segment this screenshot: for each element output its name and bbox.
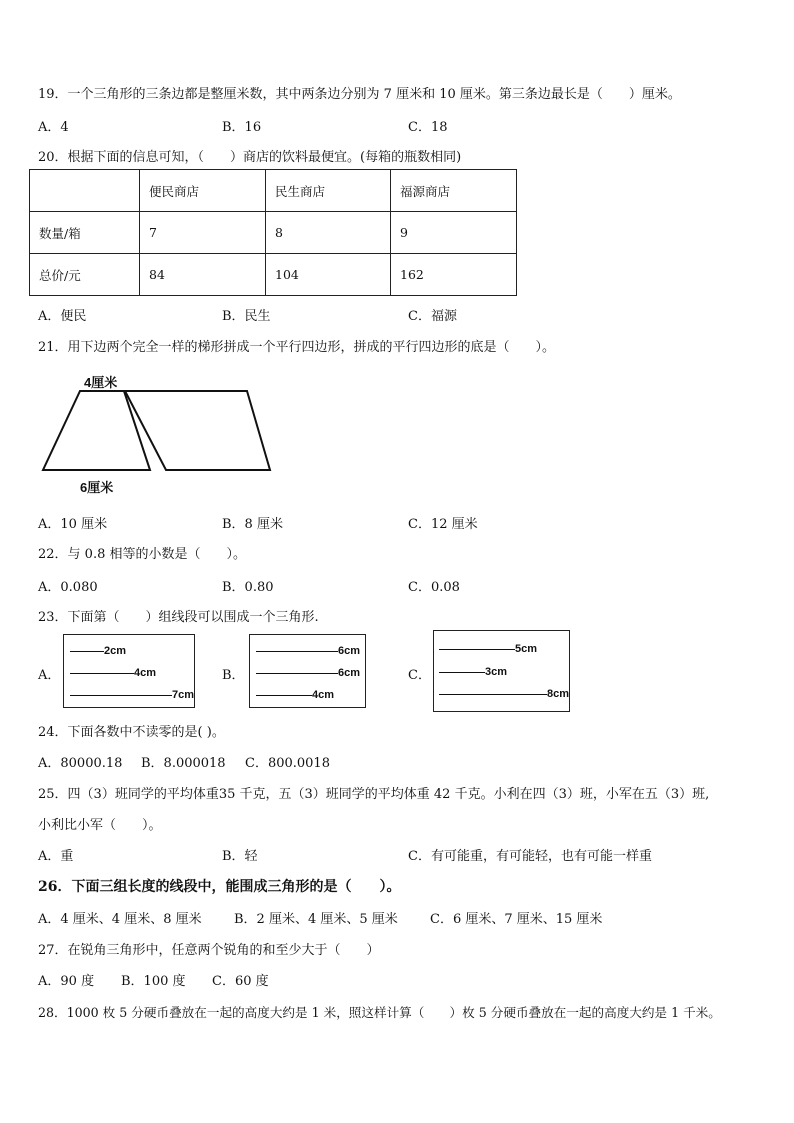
q23-option-a[interactable]: A． [38, 668, 61, 683]
q24-option-a[interactable]: A．80000.18 [38, 756, 123, 771]
trapezoid-left [43, 391, 150, 470]
q21-option-a[interactable]: A．10 厘米 [38, 517, 108, 532]
segment-line [256, 695, 312, 696]
segment-line [439, 694, 547, 695]
segment-label: 5cm [515, 643, 538, 655]
segment-label: 4cm [134, 667, 157, 679]
q25-option-b[interactable]: B．轻 [222, 849, 258, 864]
table-cell: 8 [266, 212, 391, 254]
segment-label: 7cm [172, 689, 195, 701]
q23-option-c[interactable]: C． [408, 668, 431, 683]
table-cell: 9 [391, 212, 517, 254]
table-row [30, 254, 517, 296]
table-cell: 7 [140, 212, 266, 254]
table-cell: 104 [266, 254, 391, 296]
table-row [30, 212, 517, 254]
segment-label: 8cm [547, 688, 570, 700]
q26-option-a[interactable]: A．4 厘米、4 厘米、8 厘米 [38, 912, 202, 927]
q20-option-a[interactable]: A．便民 [38, 309, 87, 324]
segment-label: 4cm [312, 689, 335, 701]
segment-line [70, 651, 104, 652]
q21-option-c[interactable]: C．12 厘米 [408, 517, 478, 532]
q19-option-a[interactable]: A．4 [38, 120, 69, 135]
segment-label: 3cm [485, 666, 508, 678]
q23-option-b[interactable]: B． [222, 668, 245, 683]
question-27: 27．在锐角三角形中，任意两个锐角的和至少大于（ ） [38, 943, 380, 958]
segment-line [70, 695, 172, 696]
segment-line [439, 672, 485, 673]
segment-label: 6cm [338, 645, 361, 657]
q27-option-b[interactable]: B．100 度 [121, 974, 186, 989]
segment-line [256, 651, 338, 652]
q23-group-c-box[interactable] [433, 630, 570, 712]
question-28: 28．1000 枚 5 分硬币叠放在一起的高度大约是 1 米，照这样计算（ ）枚 5 分硬币叠放在一起的高度大约是 1 千米。 [38, 1005, 721, 1020]
q19-option-b[interactable]: B．16 [222, 120, 262, 135]
table-header-cell: 福源商店 [391, 170, 517, 212]
q23-group-b-box[interactable] [249, 634, 366, 708]
table-header-row [30, 170, 517, 212]
q20-option-c[interactable]: C．福源 [408, 309, 457, 324]
q24-option-c[interactable]: C．800.0018 [245, 756, 330, 771]
question-24: 24．下面各数中不读零的是( )。 [38, 725, 225, 740]
question-21: 21．用下边两个完全一样的梯形拼成一个平行四边形，拼成的平行四边形的底是（ ）。 [38, 340, 556, 355]
q21-option-b[interactable]: B．8 厘米 [222, 517, 283, 532]
trapezoid-top-label: 4厘米 [84, 375, 118, 390]
segment-line [439, 649, 515, 650]
q25-option-c[interactable]: C．有可能重，有可能轻，也有可能一样重 [408, 849, 652, 864]
table-row-label: 总价/元 [30, 254, 140, 296]
question-25-line2: 小利比小军（ ）。 [38, 818, 162, 833]
q20-option-b[interactable]: B．民生 [222, 309, 271, 324]
table-header-cell: 民生商店 [266, 170, 391, 212]
q26-option-b[interactable]: B．2 厘米、4 厘米、5 厘米 [234, 912, 398, 927]
segment-label: 2cm [104, 645, 127, 657]
segment-line [70, 673, 134, 674]
segment-label: 6cm [338, 667, 361, 679]
table-cell: 162 [391, 254, 517, 296]
question-19: 19．一个三角形的三条边都是整厘米数，其中两条边分别为 7 厘米和 10 厘米。第三条边最长是（ ）厘米。 [38, 87, 681, 102]
table-cell [30, 170, 140, 212]
q22-option-a[interactable]: A．0.080 [38, 580, 98, 595]
question-23: 23．下面第（ ）组线段可以围成一个三角形. [38, 610, 319, 625]
q22-option-c[interactable]: C．0.08 [408, 580, 460, 595]
question-25: 25．四（3）班同学的平均体重35 千克，五（3）班同学的平均体重 42 千克。小利在四（3）班，小军在五（3）班, [38, 787, 710, 802]
table-cell: 84 [140, 254, 266, 296]
question-26: 26．下面三组长度的线段中，能围成三角形的是（ ）。 [38, 879, 401, 895]
q25-option-a[interactable]: A．重 [38, 849, 74, 864]
q27-option-a[interactable]: A．90 度 [38, 974, 95, 989]
trapezoid-figure [40, 388, 275, 473]
q20-price-table [29, 169, 517, 296]
q19-option-c[interactable]: C．18 [408, 120, 448, 135]
question-20: 20．根据下面的信息可知，（ ）商店的饮料最便宜。(每箱的瓶数相同) [38, 150, 462, 165]
q22-option-b[interactable]: B．0.80 [222, 580, 274, 595]
q27-option-c[interactable]: C．60 度 [212, 974, 269, 989]
trapezoid-bottom-label: 6厘米 [80, 480, 114, 495]
q24-option-b[interactable]: B．8.000018 [141, 756, 226, 771]
question-22: 22．与 0.8 相等的小数是（ ）。 [38, 547, 246, 562]
q23-group-a-box[interactable] [63, 634, 195, 708]
q26-option-c[interactable]: C．6 厘米、7 厘米、15 厘米 [430, 912, 603, 927]
table-header-cell: 便民商店 [140, 170, 266, 212]
segment-line [256, 673, 338, 674]
table-row-label: 数量/箱 [30, 212, 140, 254]
